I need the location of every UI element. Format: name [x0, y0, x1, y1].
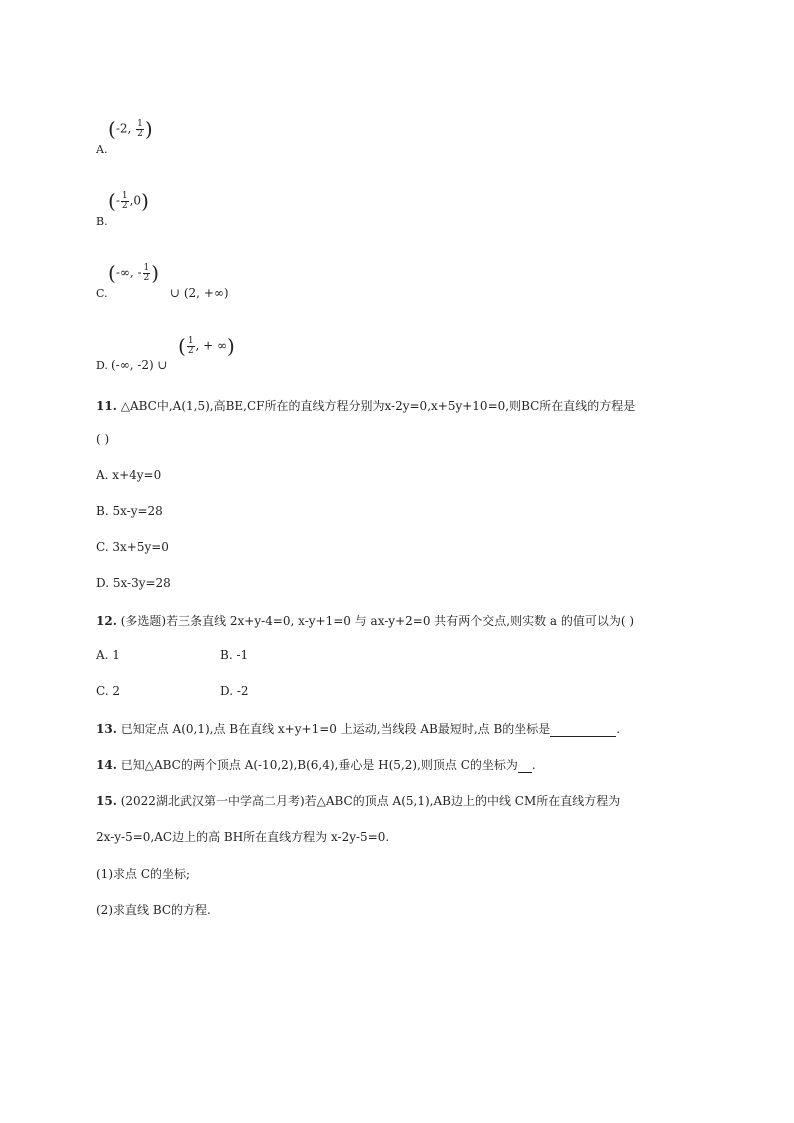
left-paren: (	[108, 117, 116, 141]
fraction: $\frac{1}{2}$	[137, 118, 143, 139]
q11-option-a[interactable]: A. x+4y=0	[96, 468, 162, 482]
option-d-right: , + ∞	[195, 338, 228, 353]
option-b-expression	[108, 191, 149, 211]
question-text: 已知△ABC的两个顶点 A(-10,2),B(6,4),垂心是 H(5,2),则顶点 C的坐标为	[120, 758, 518, 772]
answer-blank[interactable]	[550, 722, 616, 737]
question-text: △ABC中,A(1,5),高BE,CF所在的直线方程分别为x-2y=0,x+5y+10=0,则BC所在直线的方程是	[120, 399, 636, 413]
question-number: 12.	[96, 614, 117, 628]
question-11	[96, 397, 635, 414]
question-15	[96, 792, 620, 809]
option-b-right: ,0	[129, 193, 142, 208]
q11-option-d[interactable]: D. 5x-3y=28	[96, 576, 171, 590]
option-d-letter[interactable]: D.	[96, 359, 108, 372]
q11-option-b[interactable]: B. 5x-y=28	[96, 504, 163, 518]
option-c-left: -∞, -	[115, 265, 142, 280]
question-text-line1: (2022湖北武汉第一中学高二月考)若△ABC的顶点 A(5,1),AB边上的中线 CM所在直线方程为	[120, 794, 621, 808]
answer-blank[interactable]	[518, 758, 532, 773]
fraction: $\frac{1}{2}$	[121, 190, 128, 211]
fraction: $\frac{1}{2}$	[143, 262, 150, 283]
option-c-tail: ∪ (2, +∞)	[170, 286, 229, 300]
right-paren: )	[227, 334, 235, 358]
q12-option-b[interactable]: B. -1	[220, 648, 249, 662]
question-15-sub1: (1)求点 C的坐标;	[96, 867, 191, 881]
answer-paren: ( )	[96, 432, 110, 446]
right-paren: )	[151, 261, 160, 285]
left-paren: (	[108, 261, 116, 285]
question-15-line2: 2x-y-5=0,AC边上的高 BH所在直线方程为 x-2y-5=0.	[96, 830, 390, 844]
q12-option-a[interactable]: A. 1	[96, 648, 120, 662]
question-number: 11.	[96, 399, 117, 413]
question-13	[96, 720, 620, 737]
question-14	[96, 756, 536, 773]
option-b-letter[interactable]: B.	[96, 215, 108, 228]
question-15-sub2: (2)求直线 BC的方程.	[96, 903, 211, 917]
option-c-expression	[108, 263, 159, 283]
option-d-head: (-∞, -2) ∪	[111, 358, 168, 372]
option-a-left: -2,	[115, 121, 132, 136]
left-paren: (	[178, 334, 186, 358]
question-text: 已知定点 A(0,1),点 B在直线 x+y+1=0 上运动,当线段 AB最短时,点 B的坐标是	[120, 722, 551, 736]
right-paren: )	[141, 189, 149, 213]
q12-option-c[interactable]: C. 2	[96, 684, 121, 698]
option-c-letter[interactable]: C.	[96, 287, 108, 300]
period: .	[616, 722, 621, 736]
option-a-letter[interactable]: A.	[96, 143, 108, 156]
q12-option-d[interactable]: D. -2	[220, 684, 249, 698]
option-a-expression	[108, 119, 153, 139]
question-number: 14.	[96, 758, 117, 772]
period: .	[531, 758, 536, 772]
option-d-expression	[178, 336, 235, 356]
question-12	[96, 612, 634, 629]
left-paren: (	[108, 189, 116, 213]
right-paren: )	[144, 117, 153, 141]
question-number: 13.	[96, 722, 117, 736]
option-b-sign: -	[115, 193, 120, 208]
question-text: (多选题)若三条直线 2x+y-4=0, x-y+1=0 与 ax-y+2=0 共有两个交点,则实数 a 的值可以为( )	[120, 614, 635, 628]
question-number: 15.	[96, 794, 117, 808]
fraction: $\frac{1}{2}$	[187, 335, 194, 356]
q11-option-c[interactable]: C. 3x+5y=0	[96, 540, 169, 554]
